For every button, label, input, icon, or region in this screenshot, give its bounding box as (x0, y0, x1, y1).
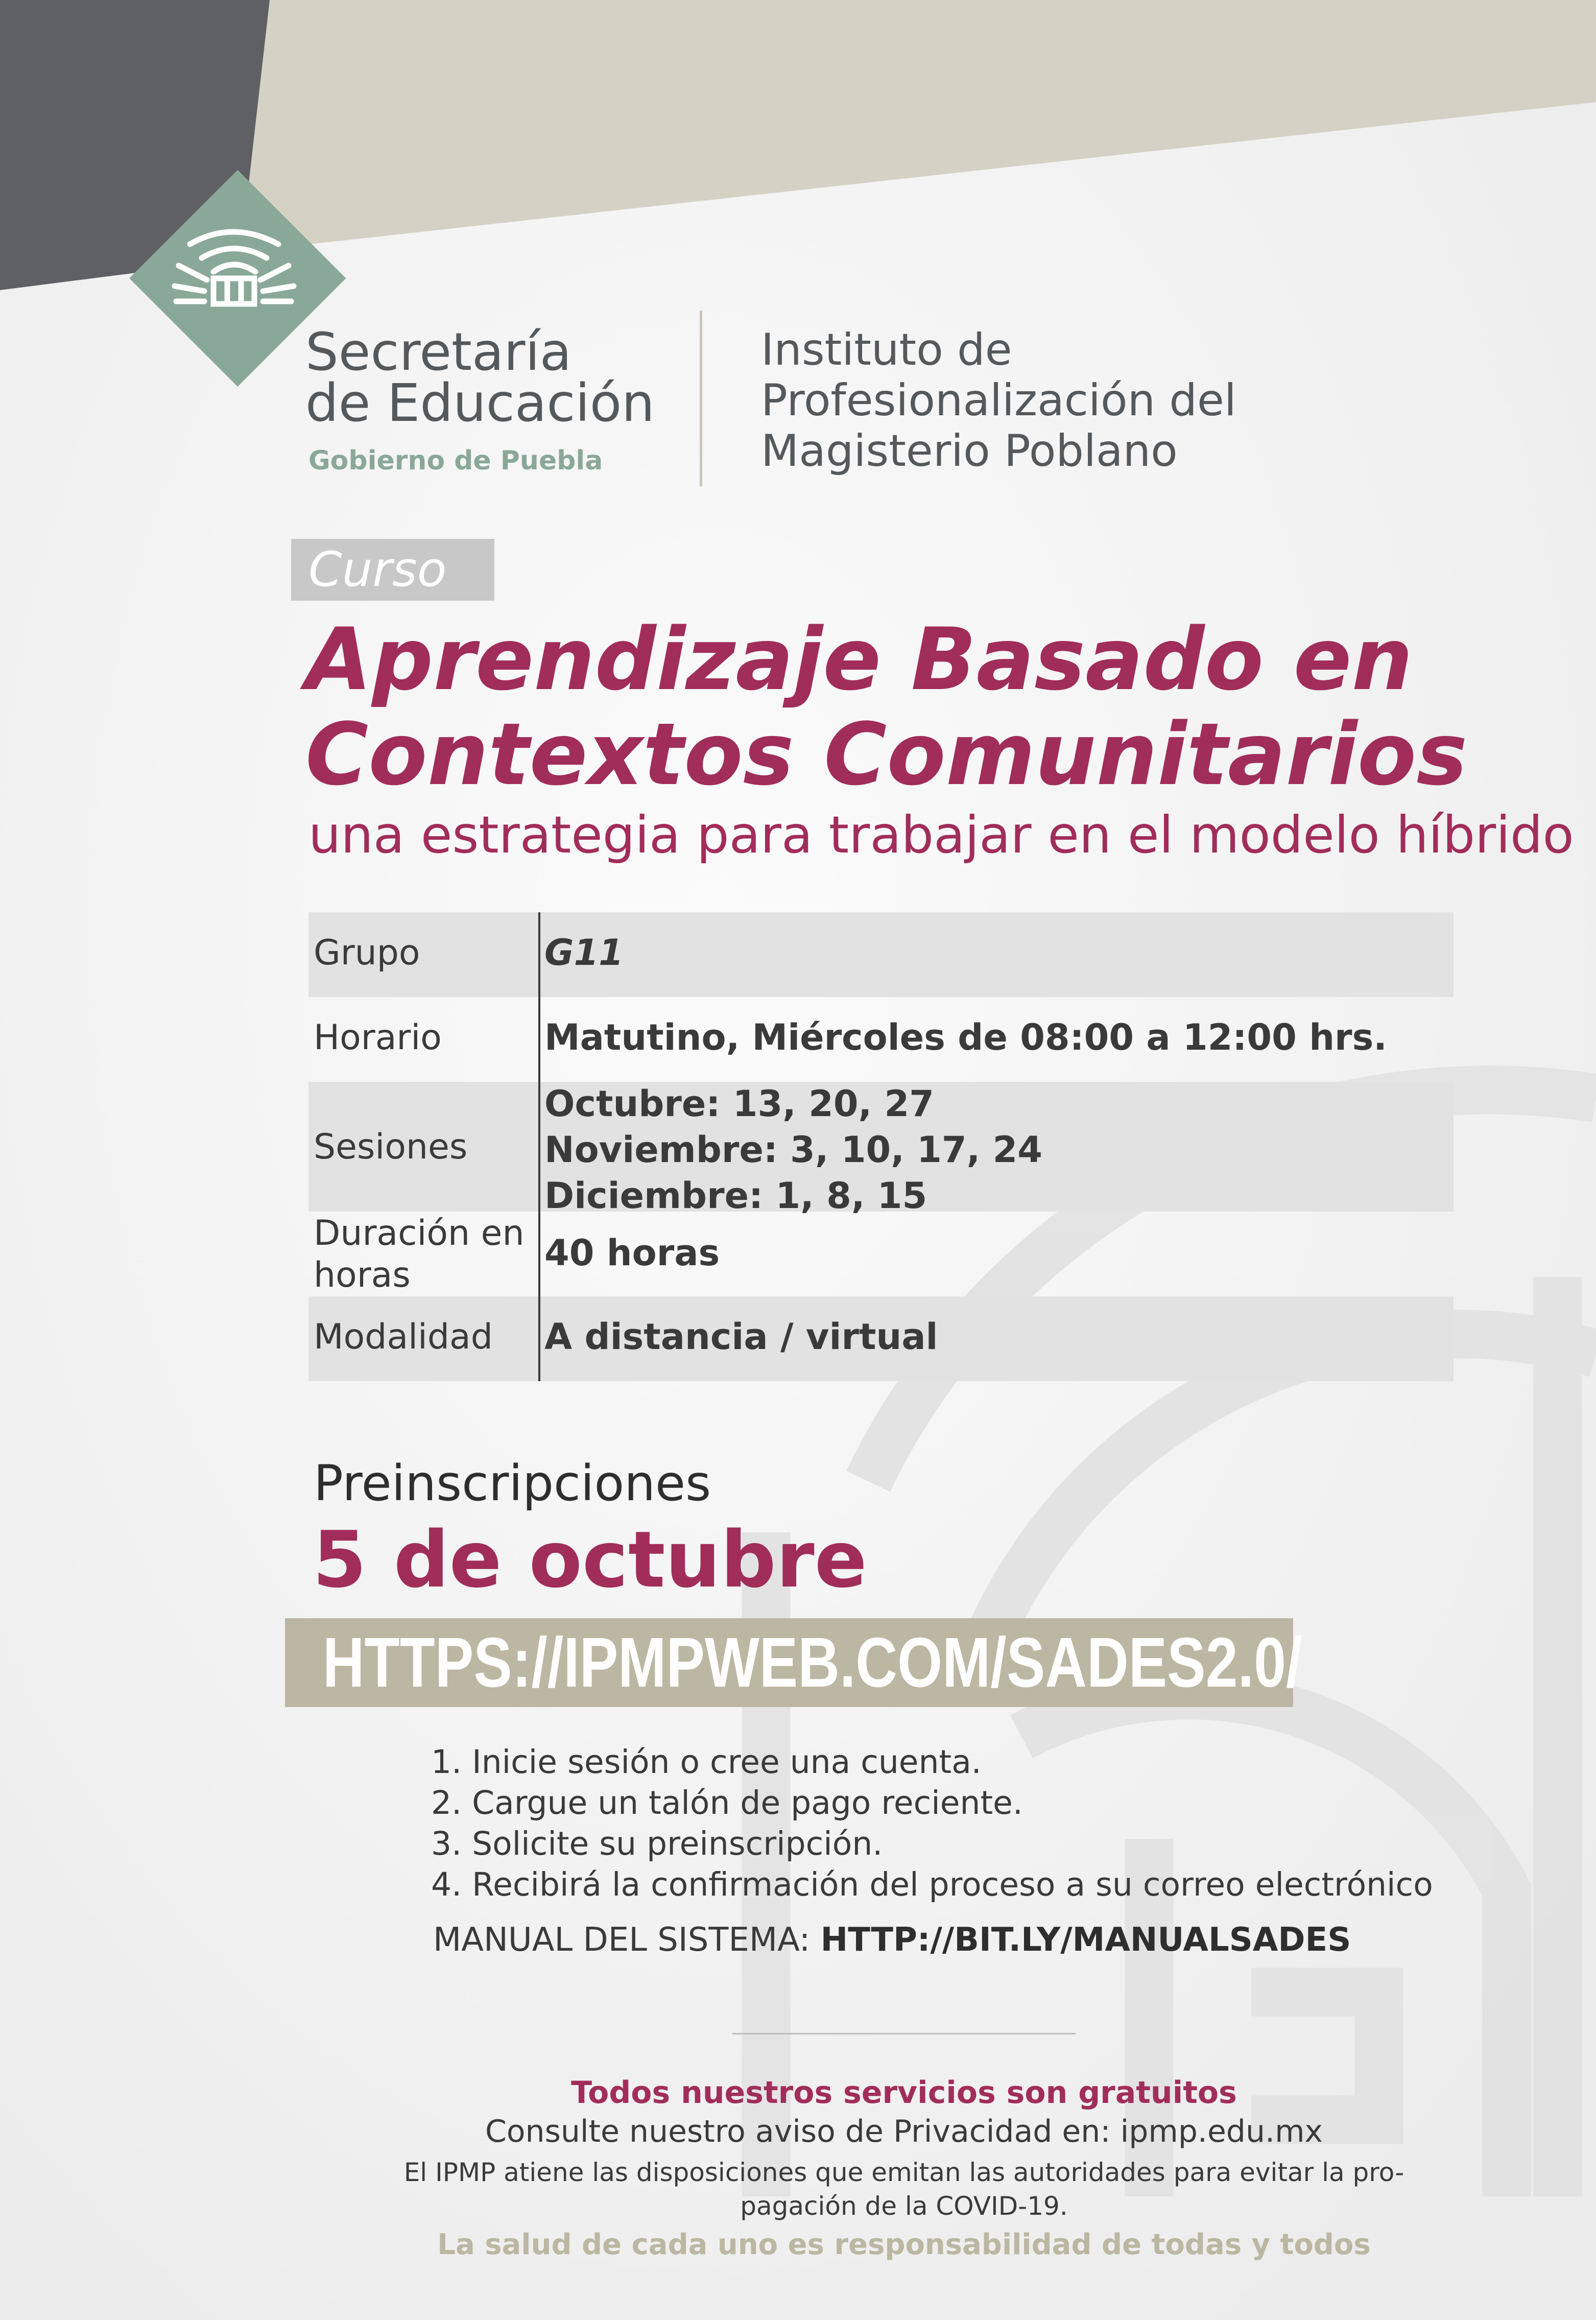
grupo-value: G11 (544, 932, 624, 974)
health-slogan: La salud de cada uno es responsabilidad de todas y todos (437, 2228, 1371, 2261)
horario-label: Horario (314, 1017, 442, 1058)
manual-label: MANUAL DEL SISTEMA: (433, 1921, 821, 1959)
manual-line (433, 1920, 1351, 1960)
header-divider (700, 311, 702, 486)
steps-list (431, 1742, 1433, 1905)
horario-value: Matutino, Miércoles de 08:00 a 12:00 hrs. (544, 1016, 1387, 1058)
course-subtitle: una estrategia para trabajar en el modelo híbrido (308, 805, 1574, 865)
list-item: 3. Solicite su preinscripción. (431, 1825, 883, 1862)
preinscripciones-date: 5 de octubre (313, 1514, 867, 1605)
gobierno-label: Gobierno de Puebla (308, 445, 603, 476)
row-horario (308, 997, 1454, 1082)
manual-link[interactable]: HTTP://BIT.LY/MANUALSADES (820, 1921, 1351, 1959)
covid-note: El IPMP atiene las disposiciones que emitan las autoridades para evitar la pro- pagación de la COVID-19. (403, 2158, 1404, 2221)
preinscripcion-link[interactable]: HTTPS://IPMPWEB.COM/SADES2.0/ (322, 1623, 1302, 1702)
secretaria-name: Secretaría de Educación (305, 322, 655, 434)
grupo-label: Grupo (314, 933, 420, 973)
row-sesiones (308, 1082, 1454, 1217)
table-divider (538, 912, 540, 1381)
course-title: Aprendizaje Basado en Contextos Comunitarios (305, 609, 1468, 804)
modalidad-label: Modalidad (314, 1317, 493, 1357)
preinscripciones-label: Preinscripciones (314, 1455, 711, 1512)
duracion-label: Duración en horas (314, 1213, 525, 1295)
modalidad-value: A distancia / virtual (544, 1316, 938, 1358)
list-item: 4. Recibirá la confirmación del proceso a su correo electrónico (431, 1866, 1433, 1903)
instituto-name: Instituto de Profesionalización del Magisterio Poblano (761, 324, 1236, 477)
row-modalidad (308, 1296, 1454, 1381)
footer-divider (732, 2033, 1076, 2034)
list-item: 2. Cargue un talón de pago reciente. (431, 1784, 1023, 1821)
curso-tag: Curso (308, 542, 447, 598)
sesiones-label: Sesiones (314, 1127, 468, 1167)
row-grupo (308, 912, 1454, 997)
free-services-note: Todos nuestros servicios son gratuitos (571, 2075, 1237, 2111)
row-duracion (308, 1212, 1454, 1296)
sesiones-value: Octubre: 13, 20, 27 Noviembre: 3, 10, 17, 24 Diciembre: 1, 8, 15 (544, 1083, 1043, 1217)
privacy-note: Consulte nuestro aviso de Privacidad en: ipmp.edu.mx (485, 2114, 1323, 2149)
duracion-value: 40 horas (544, 1232, 720, 1274)
list-item: 1. Inicie sesión o cree una cuenta. (431, 1743, 982, 1781)
